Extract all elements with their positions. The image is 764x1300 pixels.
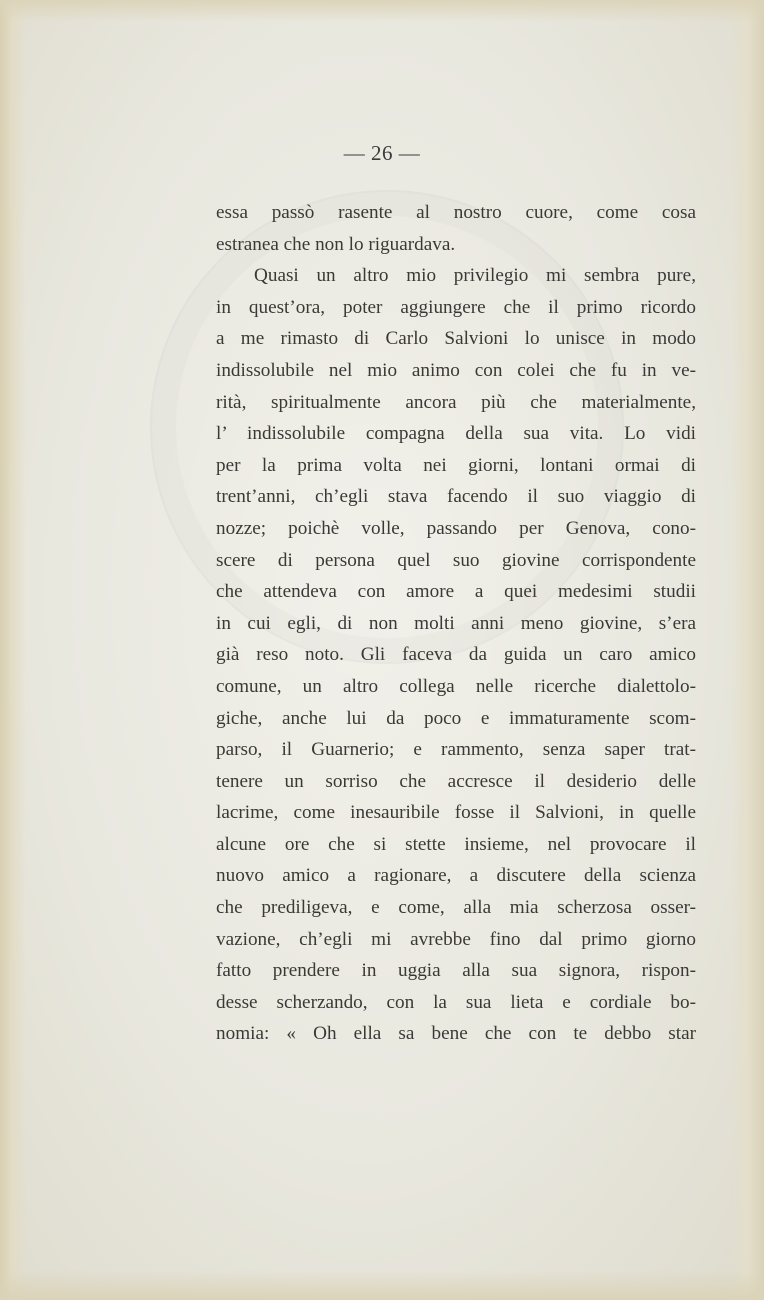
text-line: in quest’ora, poter aggiungere che il primo ricordo bbox=[216, 296, 696, 318]
text-line: lacrime, come inesauribile fosse il Salvioni, in quelle bbox=[216, 802, 696, 824]
page-edge-right bbox=[730, 0, 764, 1300]
text-line: alcune ore che si stette insieme, nel provocare il bbox=[216, 833, 696, 855]
page-number: — 26 — bbox=[343, 141, 421, 165]
text-line: nozze; poichè volle, passando per Genova, cono- bbox=[216, 517, 696, 539]
text-line: parso, il Guarnerio; e rammento, senza saper trat- bbox=[216, 739, 696, 761]
text-line: scere di persona quel suo giovine corrispondente bbox=[216, 549, 696, 571]
text-line: indissolubile nel mio animo con colei che fu in ve- bbox=[216, 359, 696, 381]
text-line: Quasi un altro mio privilegio mi sembra pure, bbox=[254, 265, 696, 287]
text-line: nomia: « Oh ella sa bene che con te debbo star bbox=[216, 1023, 696, 1045]
page-edge-left bbox=[0, 0, 26, 1300]
text-line: che prediligeva, e come, alla mia scherzosa osser- bbox=[216, 897, 696, 919]
text-line: vazione, ch’egli mi avrebbe fino dal primo giorno bbox=[216, 928, 696, 950]
text-line: essa passò rasente al nostro cuore, come cosa bbox=[216, 202, 696, 223]
text-line: estranea che non lo riguardava. bbox=[216, 233, 456, 255]
text-line: l’ indissolubile compagna della sua vita. Lo vidi bbox=[216, 423, 696, 445]
text-line: per la prima volta nei giorni, lontani ormai di bbox=[216, 454, 696, 476]
body-text bbox=[216, 197, 696, 1050]
text-line: rità, spiritualmente ancora più che materialmente, bbox=[216, 391, 696, 413]
text-line: trent’anni, ch’egli stava facendo il suo viaggio di bbox=[216, 486, 696, 508]
text-line: desse scherzando, con la sua lieta e cordiale bo- bbox=[216, 991, 696, 1013]
text-line: comune, un altro collega nelle ricerche dialettolo- bbox=[216, 675, 696, 697]
page-edge-bottom bbox=[0, 1270, 764, 1300]
page-edge-top bbox=[0, 0, 764, 22]
text-line: giche, anche lui da poco e immaturamente scom- bbox=[216, 707, 696, 729]
text-line: a me rimasto di Carlo Salvioni lo unisce in modo bbox=[216, 328, 696, 350]
text-line: fatto prendere in uggia alla sua signora, rispon- bbox=[216, 960, 696, 982]
text-line: in cui egli, di non molti anni meno giovine, s’era bbox=[216, 612, 696, 634]
text-line: nuovo amico a ragionare, a discutere della scienza bbox=[216, 865, 696, 887]
text-line: già reso noto. Gli faceva da guida un caro amico bbox=[216, 644, 696, 666]
text-line: che attendeva con amore a quei medesimi studii bbox=[216, 581, 696, 603]
text-line: tenere un sorriso che accresce il desiderio delle bbox=[216, 770, 696, 792]
